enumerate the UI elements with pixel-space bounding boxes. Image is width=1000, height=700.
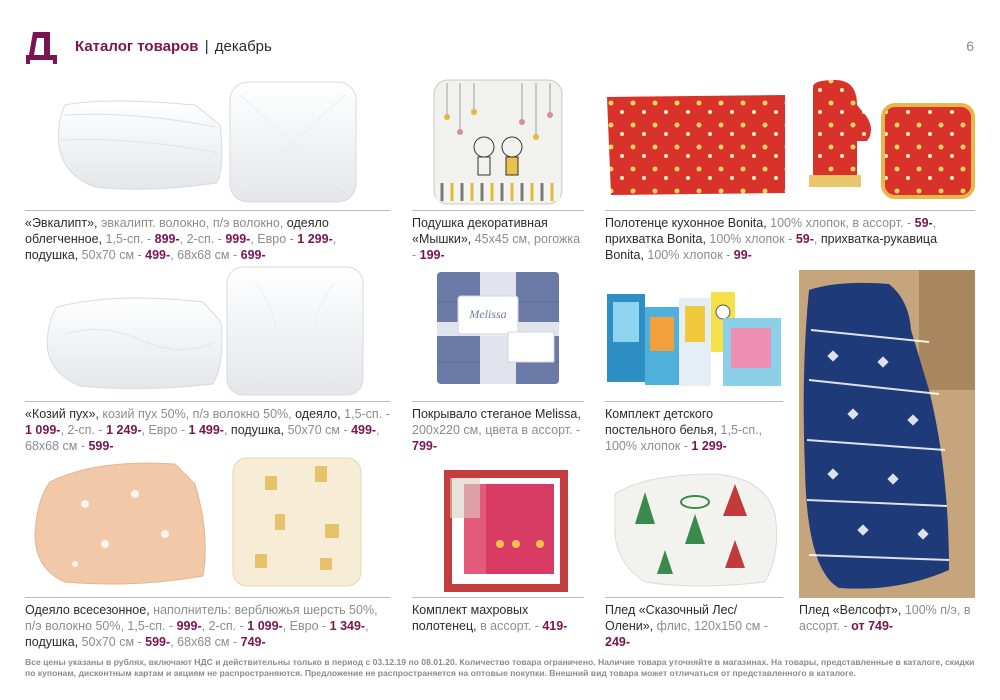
product-caption [25, 406, 390, 454]
product-card [605, 454, 783, 654]
blanket-pillow-image [25, 454, 390, 598]
product-spec: , [365, 619, 369, 633]
product-caption [799, 602, 975, 634]
price: 249- [605, 635, 631, 649]
product-name: подушка, [230, 423, 288, 437]
product-spec: козий пух 50%, п/э волокно 50%, [102, 407, 296, 421]
catalog-title: Каталог товаров [75, 38, 199, 55]
product-spec: , 68х68 см - [170, 635, 241, 649]
price: 699- [240, 248, 266, 262]
product-spec: наполнитель: верблюжья шерсть 50%, п/э волокно 50%, 1,5-сп. - [25, 603, 378, 633]
product-spec: , 68х68 см - [170, 248, 241, 262]
title-separator: | [204, 38, 209, 55]
product-spec: , [813, 232, 821, 246]
price: 499- [145, 248, 171, 262]
price: 899- [154, 232, 180, 246]
product-name: Покрывало стеганое Melissa, [412, 407, 581, 421]
product-spec: 50х70 см - [81, 248, 146, 262]
product-name: Одеяло всесезонное, [25, 603, 154, 617]
product-spec: 50х70 см - [81, 635, 146, 649]
product-name: Комплект детского постельного белья, [605, 407, 721, 437]
product-caption [412, 406, 584, 454]
price: 59- [914, 216, 933, 230]
price: 199- [419, 248, 445, 262]
product-name: Комплект махровых полотенец, [412, 603, 529, 633]
product-spec: , Евро - [282, 619, 330, 633]
product-name: подушка, [25, 248, 82, 262]
product-card [25, 454, 390, 654]
product-card [799, 270, 975, 654]
product-caption [412, 602, 584, 634]
price: 799- [412, 439, 438, 453]
kitchen-textile-image [605, 75, 975, 211]
product-spec: 45х45 см, рогожка - [412, 232, 581, 262]
towel-set-image [412, 454, 584, 598]
quilt-package-image [412, 262, 584, 402]
product-image [412, 454, 584, 598]
product-caption [605, 215, 975, 263]
product-image [25, 75, 390, 211]
product-spec: , [223, 423, 231, 437]
product-spec: , 2-сп. - [201, 619, 248, 633]
product-spec: в ассорт. - [480, 619, 543, 633]
price: 749- [240, 635, 266, 649]
product-spec: , 2-сп. - [60, 423, 107, 437]
product-card [25, 75, 390, 260]
product-image [605, 75, 975, 211]
product-spec: , 68х68 см - [25, 423, 380, 453]
product-caption [25, 602, 390, 650]
product-spec: 100% хлопок - [647, 248, 734, 262]
product-caption [605, 602, 783, 650]
price: 419- [542, 619, 568, 633]
footer-disclaimer: Все цены указаны в рублях, включают НДС и действительны только в период с 03.12.19 по 08.01.20. Количество товара ограничено. Наличие товара уточняйте в магазинах. На товары, представленные в каталоге, скидки по купонам, дисконтным картам и акциям не распространяются. Предложение не распространяется на оптовые покупки. Внешний вид товара может отличаться от представленного в каталоге. [25, 657, 975, 678]
product-spec: 100% п/э, в ассорт. - [799, 603, 971, 633]
price: 599- [88, 439, 114, 453]
product-image [25, 454, 390, 598]
page-title [75, 38, 272, 55]
mouse-pillow-image [412, 75, 584, 211]
fleece-plaid-image [605, 454, 783, 598]
product-spec: , Евро - [250, 232, 298, 246]
melissa-logo-text: Melissa [469, 307, 507, 321]
product-card [412, 75, 584, 260]
product-caption [412, 215, 584, 263]
product-spec: 1,5-сп. - [344, 407, 390, 421]
product-card [605, 75, 975, 260]
price: от 749- [851, 619, 894, 633]
product-spec: эвкалипт. волокно, п/э волокно, [100, 216, 287, 230]
price: 499- [351, 423, 377, 437]
product-caption [605, 406, 783, 454]
product-image [25, 262, 390, 402]
product-spec: 200х220 см, цвета в ассорт. - [412, 423, 581, 437]
product-image [605, 454, 783, 598]
product-name: прихватка-рукавица Bonita, [605, 232, 938, 262]
product-name: Плед «Сказочный Лес/Олени», [605, 603, 738, 633]
product-name: «Козий пух», [25, 407, 103, 421]
product-name: «Эвкалипт», [25, 216, 101, 230]
product-card [412, 454, 584, 654]
blanket-pillow-image [25, 262, 390, 402]
product-name: одеяло, [295, 407, 345, 421]
product-spec: , [332, 232, 337, 246]
price: 999- [176, 619, 202, 633]
product-spec: 100% хлопок, в ассорт. - [770, 216, 915, 230]
product-spec: 1,5-сп. - [105, 232, 155, 246]
product-caption [25, 215, 390, 263]
price: 1 299- [691, 439, 727, 453]
price: 1 099- [25, 423, 61, 437]
product-name: Подушка декоративная «Мышки», [412, 216, 548, 246]
product-name: одеяло облегченное, [25, 216, 329, 246]
price: 99- [733, 248, 752, 262]
price: 999- [225, 232, 251, 246]
price: 1 299- [297, 232, 333, 246]
product-name: Плед «Велсофт», [799, 603, 905, 617]
product-spec: 1,5-сп., 100% хлопок - [605, 423, 763, 453]
product-spec: , Евро - [141, 423, 189, 437]
page-number: 6 [966, 38, 974, 54]
product-spec: 50х70 см - [287, 423, 352, 437]
product-spec: , 2-сп. - [179, 232, 226, 246]
product-image [605, 262, 783, 402]
product-card [25, 262, 390, 452]
product-image [412, 75, 584, 211]
price: 59- [795, 232, 814, 246]
velsoft-plaid-image [799, 270, 975, 598]
price: 1 099- [247, 619, 283, 633]
price: 599- [145, 635, 171, 649]
brand-logo-icon [24, 30, 60, 64]
price: 1 499- [188, 423, 224, 437]
product-spec: , [932, 216, 937, 230]
product-name: прихватка Bonita, [605, 232, 710, 246]
catalog-month: декабрь [214, 38, 272, 55]
price: 1 349- [329, 619, 366, 633]
blanket-pillow-image [25, 75, 390, 211]
product-card [412, 262, 584, 452]
product-card [605, 262, 783, 452]
price: 1 249- [106, 423, 142, 437]
product-name: Полотенце кухонное Bonita, [605, 216, 771, 230]
product-image [412, 262, 584, 402]
product-spec: флис, 120х150 см - [656, 619, 769, 633]
product-name: подушка, [25, 635, 82, 649]
kids-bedding-image [605, 262, 783, 402]
product-spec: 100% хлопок - [709, 232, 796, 246]
product-image [799, 270, 975, 598]
